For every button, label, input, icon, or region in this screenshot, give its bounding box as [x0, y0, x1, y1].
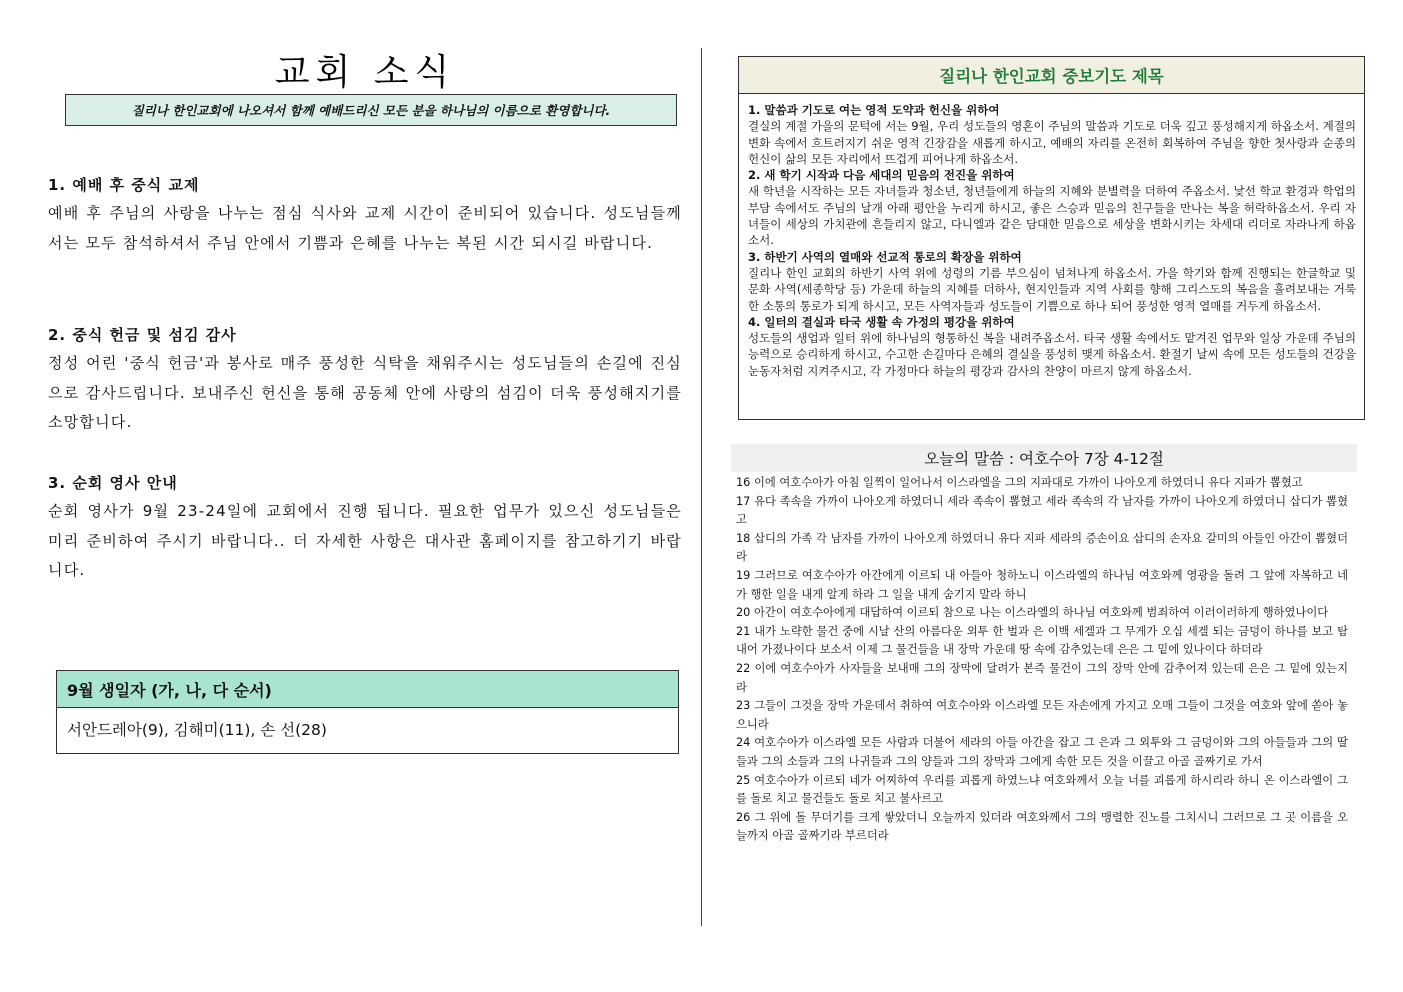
birthday-names: 서안드레아(9), 김해미(11), 손 선(28)	[67, 721, 327, 739]
prayer-body: 결실의 계절 가을의 문턱에 서는 9월, 우리 성도들의 영혼이 주님의 말씀과 기도로 더욱 깊고 풍성해지게 하옵소서. 계절의 변화 속에서 흐트러지기 쉬운 영적 긴장감을 새롭게 하시고, 예배의 자리를 온전히 회복하여 주님을 향한 첫사랑과 순종의 헌신이 삶의 모든 자리에서 뜨겁게 피어나게 하옵소서.	[748, 119, 1356, 166]
prayer-body: 새 학년을 시작하는 모든 자녀들과 청소년, 청년들에게 하늘의 지혜와 분별력을 더하여 주옵소서. 낯선 학교 환경과 학업의 부담 속에서도 주님의 날개 아래 평안을 누리게 하시고, 좋은 스승과 믿음의 친구들을 만나는 복을 허락하옵소서. 우리 자녀들이 세상의 가치관에 흔들리지 않고, 다니엘과 같은 담대한 믿음으로 세상을 변화시키는 차세대 리더로 자라나게 하옵소서.	[748, 184, 1356, 248]
scripture-verse: 18 삽디의 가족 각 남자를 가까이 나아오게 하였더니 유다 지파 세라의 증손이요 삽디의 손자요 갈미의 아들인 아간이 뽑혔더라	[736, 531, 1348, 564]
prayer-body: 질리나 한인 교회의 하반기 사역 위에 성령의 기름 부으심이 넘쳐나게 하옵소서. 가을 학기와 함께 진행되는 한글학교 및 문화 사역(세종학당 등) 가운데 하늘의 지혜를 더하사, 현지인들과 지역 사회를 향해 그리스도의 복음을 흘려보내는 거룩한 소통의 통로가 되게 하시고, 모든 사역자들과 성도들이 기쁨으로 하나 되어 풍성한 영적 열매를 거두게 하옵소서.	[748, 265, 1356, 313]
scripture-title: 오늘의 말씀 : 여호수아 7장 4-12절	[731, 444, 1357, 472]
scripture-verses	[736, 474, 1348, 846]
scripture-verse: 21 내가 노략한 물건 중에 시날 산의 아름다운 외투 한 벌과 은 이백 세겔과 그 무게가 오십 세겔 되는 금덩이 하나를 보고 탐내어 가졌나이다 보소서 이제 그 물건들을 내 장막 가운데 땅 속에 감추었는데 은은 그 밑에 있나이다 하더라	[736, 624, 1348, 657]
scripture-verse: 24 여호수아가 이스라엘 모든 사람과 더불어 세라의 아들 아간을 잡고 그 은과 그 외투와 그 금덩이와 그의 아들들과 그의 딸들과 그의 소들과 그의 나귀들과 그의 양들과 그의 장막과 그에게 속한 모든 것을 이끌고 아골 골짜기로 가서	[736, 736, 1348, 768]
notice-item	[48, 472, 682, 586]
notice-item	[48, 324, 682, 438]
birthday-title: 9월 생일자 (가, 나, 다 순서)	[57, 671, 678, 708]
notice-body: 정성 어린 '중식 헌금'과 봉사로 매주 풍성한 식탁을 채워주시는 성도님들의 손길에 진심으로 감사드립니다. 보내주신 헌신을 통해 공동체 안에 사랑의 섬김이 더욱 풍성해지기를 소망합니다.	[48, 354, 682, 431]
prayer-body: 성도들의 생업과 일터 위에 하나님의 형통하신 복을 내려주옵소서. 타국 생활 속에서도 맡겨진 업무와 일상 가운데 주님의 능력으로 승리하게 하시고, 수고한 손길마다 은혜의 결실을 풍성히 맺게 하옵소서. 환절기 날씨 속에 모든 성도들의 건강을 눈동자처럼 지켜주시고, 각 가정마다 하늘의 평강과 감사의 찬양이 마르지 않게 하옵소서.	[748, 331, 1356, 378]
prayer-heading: 3. 하반기 사역의 열매와 선교적 통로의 확장을 위하여	[748, 249, 1022, 264]
page-title: 교회 소식	[274, 52, 456, 93]
scripture-verse: 19 그러므로 여호수아가 아간에게 이르되 내 아들아 청하노니 이스라엘의 하나님 여호와께 영광을 돌려 그 앞에 자복하고 네가 행한 일을 내게 알게 하라 그 일을 내게 숨기지 말라 하니	[736, 568, 1348, 601]
scripture-verse: 23 그들이 그것을 장막 가운데서 취하여 여호수아와 이스라엘 모든 자손에게 가지고 오매 그들이 그것을 여호와 앞에 쏟아 놓으니라	[736, 699, 1348, 731]
welcome-banner: 질리나 한인교회에 나오셔서 함께 예배드리신 모든 분을 하나님의 이름으로 환영합니다.	[65, 94, 677, 126]
scripture-verse: 17 유다 족속을 가까이 나아오게 하였더니 세라 족속이 뽑혔고 세라 족속의 각 남자를 가까이 나아오게 하였더니 삽디가 뽑혔고	[736, 494, 1348, 527]
notice-body: 순회 영사가 9월 23-24일에 교회에서 진행 됩니다. 필요한 업무가 있으신 성도님들은 미리 준비하여 주시기 바랍니다.. 더 자세한 사항은 대사관 홈페이지를 참고하기기 바랍니다.	[48, 502, 682, 579]
prayer-heading: 4. 일터의 결실과 타국 생활 속 가정의 평강을 위하여	[748, 314, 1015, 329]
notice-heading: 2. 중식 헌금 및 섬김 감사	[48, 326, 237, 344]
prayer-title: 질리나 한인교회 중보기도 제목	[739, 57, 1364, 94]
birthday-box	[56, 670, 679, 754]
notice-body: 예배 후 주님의 사랑을 나누는 점심 식사와 교제 시간이 준비되어 있습니다. 성도님들께서는 모두 참석하셔서 주님 안에서 기쁨과 은혜를 나누는 복된 시간 되시길 바랍니다.	[48, 204, 682, 252]
scripture-verse: 26 그 위에 돌 무더기를 크게 쌓았더니 오늘까지 있더라 여호와께서 그의 맹렬한 진노를 그치시니 그러므로 그 곳 이름을 오늘까지 아골 골짜기라 부르더라	[736, 810, 1348, 843]
prayer-box	[738, 56, 1365, 420]
scripture-verse: 20 아간이 여호수아에게 대답하여 이르되 참으로 나는 이스라엘의 하나님 여호와께 범죄하여 이러이러하게 행하였나이다	[736, 606, 1329, 620]
scripture-verse: 16 이에 여호수아가 아침 일찍이 일어나서 이스라엘을 그의 지파대로 가까이 나아오게 하였더니 유다 지파가 뽑혔고	[736, 476, 1303, 489]
column-divider	[701, 48, 702, 926]
scripture-verse: 25 여호수아가 이르되 네가 어찌하여 우리를 괴롭게 하였느냐 여호와께서 오늘 너를 괴롭게 하시리라 하니 온 이스라엘이 그를 돌로 치고 물건들도 돌로 치고 불사르고	[736, 773, 1348, 806]
prayer-heading: 2. 새 학기 시작과 다음 세대의 믿음의 전진을 위하여	[748, 168, 1015, 183]
prayer-heading: 1. 말씀과 기도로 여는 영적 도약과 헌신을 위하여	[748, 103, 1000, 117]
notice-item	[48, 174, 682, 258]
notice-heading: 3. 순회 영사 안내	[48, 474, 178, 492]
prayer-content	[739, 94, 1364, 379]
scripture-verse: 22 이에 여호수아가 사자들을 보내매 그의 장막에 달려가 본즉 물건이 그의 장막 안에 감추어져 있는데 은은 그 밑에 있는지라	[736, 661, 1348, 694]
notice-heading: 1. 예배 후 중식 교제	[48, 176, 200, 194]
